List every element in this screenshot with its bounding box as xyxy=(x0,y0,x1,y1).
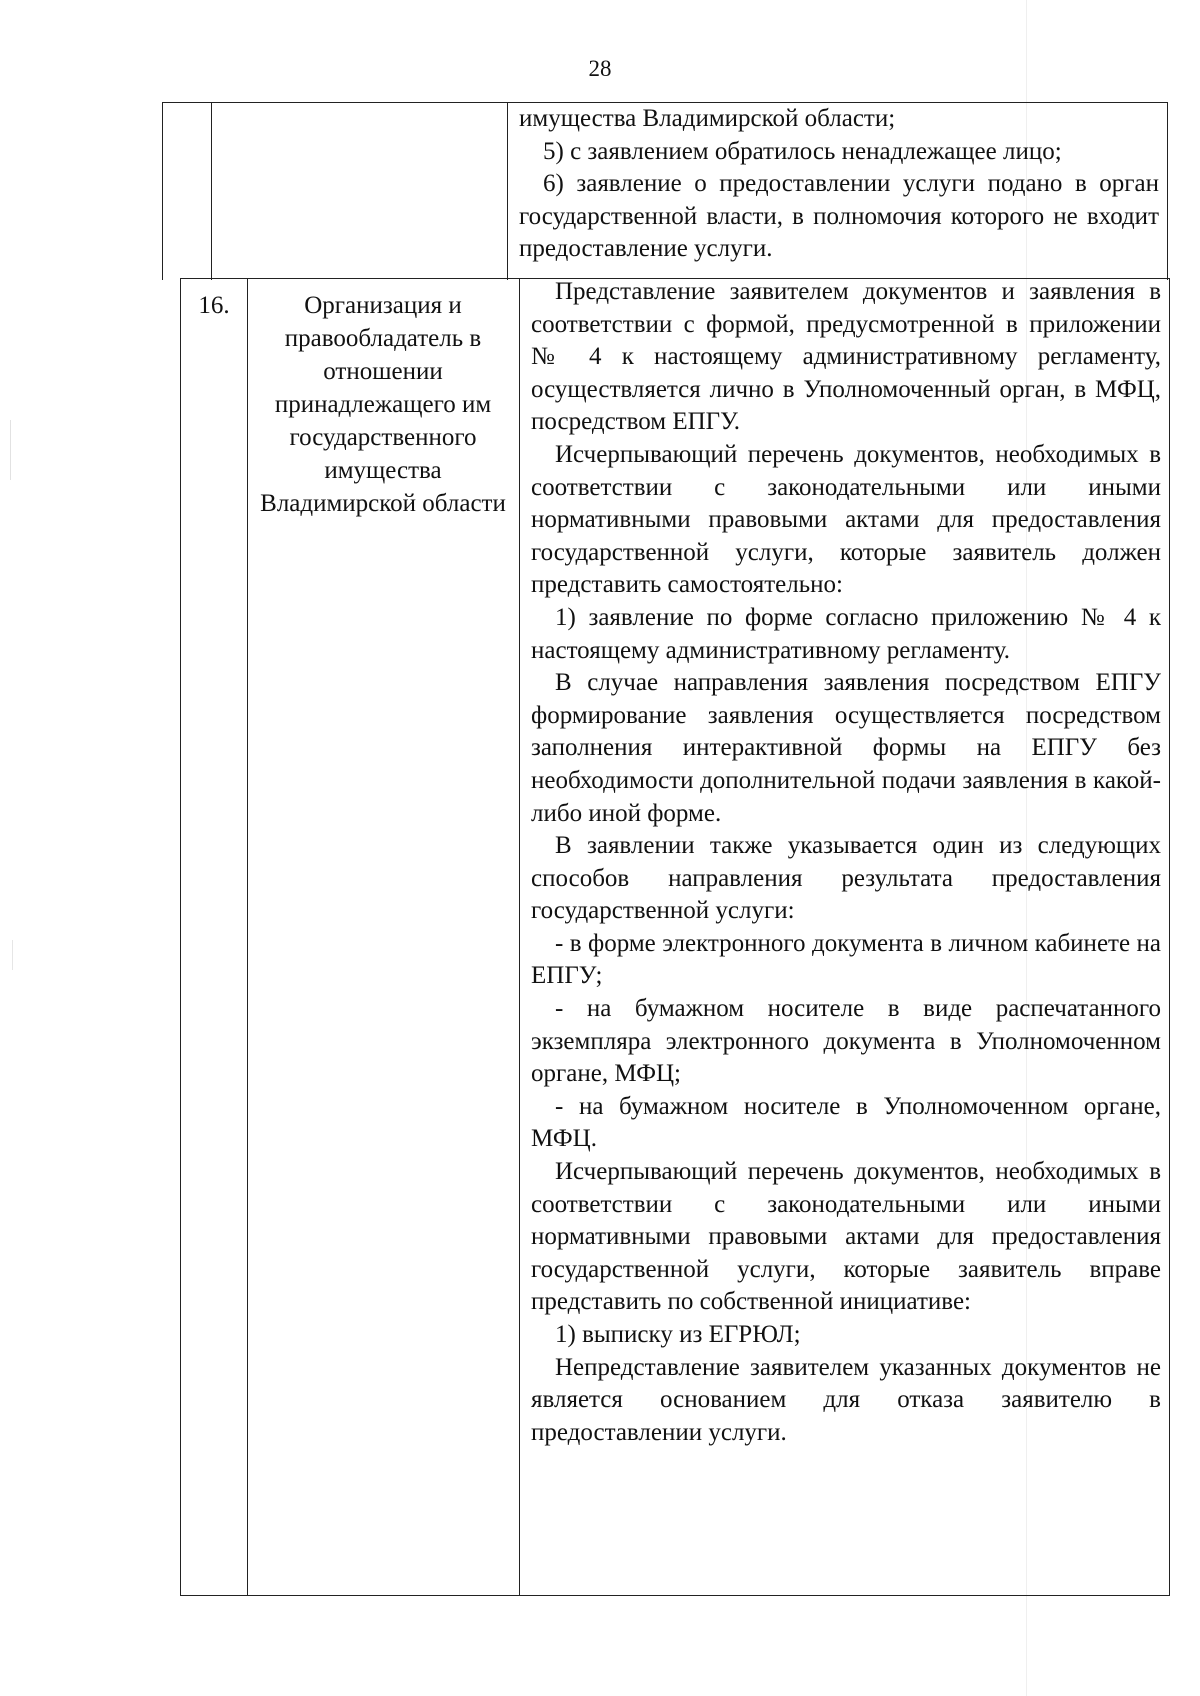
paragraph: 6) заявление о предоставлении услуги подано в орган государственной власти, в полномочия которого не входит предоставление услуги. xyxy=(519,170,1159,263)
paragraph: Представление заявителем документов и заявления в соответствии с формой, предусмотренной в приложении № 4 к настоящему административному регламенту, осуществляется лично в Уполномоченный орган, в МФЦ, посредством ЕПГУ. xyxy=(531,278,1161,436)
description-cell xyxy=(519,103,1159,266)
column-divider xyxy=(507,103,508,280)
applicant-category-cell: Организация и правообладатель в отношении принадлежащего им государственного имущества Владимирской области xyxy=(260,292,506,517)
paragraph: 1) заявление по форме согласно приложению № 4 к настоящему административному регламенту. xyxy=(531,603,1161,664)
paragraph: Исчерпывающий перечень документов, необходимых в соответствии с законодательными или иными нормативными правовыми актами для предоставления государственной услуги, которые заявитель должен представить самостоятельно: xyxy=(531,440,1161,599)
paragraph: Исчерпывающий перечень документов, необходимых в соответствии с законодательными или иными нормативными правовыми актами для предоставления государственной услуги, которые заявитель вправе представить по собственной инициативе: xyxy=(531,1158,1161,1316)
paragraph: 1) выписку из ЕГРЮЛ; xyxy=(555,1321,801,1348)
scan-margin-mark xyxy=(10,420,11,480)
paragraph: В случае направления заявления посредством ЕПГУ формирование заявления осуществляется посредством заполнения интерактивной формы на ЕПГУ без необходимости дополнительной подачи заявления в какой-либо иной форме. xyxy=(531,669,1161,827)
paragraph: - в форме электронного документа в личном кабинете на ЕПГУ; xyxy=(531,929,1161,990)
column-divider xyxy=(211,103,212,280)
paragraph: имущества Владимирской области; xyxy=(519,105,896,132)
table-row-continuation xyxy=(162,102,1168,280)
scan-margin-mark xyxy=(12,940,13,970)
row-number-cell xyxy=(163,103,211,113)
row-number-cell: 16. xyxy=(198,292,230,319)
description-cell xyxy=(531,276,1161,1449)
column-divider xyxy=(519,279,520,1595)
table-row-16 xyxy=(180,278,1170,1596)
paragraph: Непредставление заявителем указанных документов не является основанием для отказа заявителю в предоставлении услуги. xyxy=(531,1353,1161,1446)
paragraph: В заявлении также указывается один из следующих способов направления результата предоставления государственной услуги: xyxy=(531,832,1161,925)
paragraph: - на бумажном носителе в Уполномоченном органе, МФЦ. xyxy=(531,1092,1161,1153)
page-number: 28 xyxy=(588,56,612,81)
paragraph: 5) с заявлением обратилось ненадлежащее лицо; xyxy=(543,137,1062,165)
paragraph: - на бумажном носителе в виде распечатанного экземпляра электронного документа в Уполномоченном органе, МФЦ; xyxy=(531,995,1161,1088)
